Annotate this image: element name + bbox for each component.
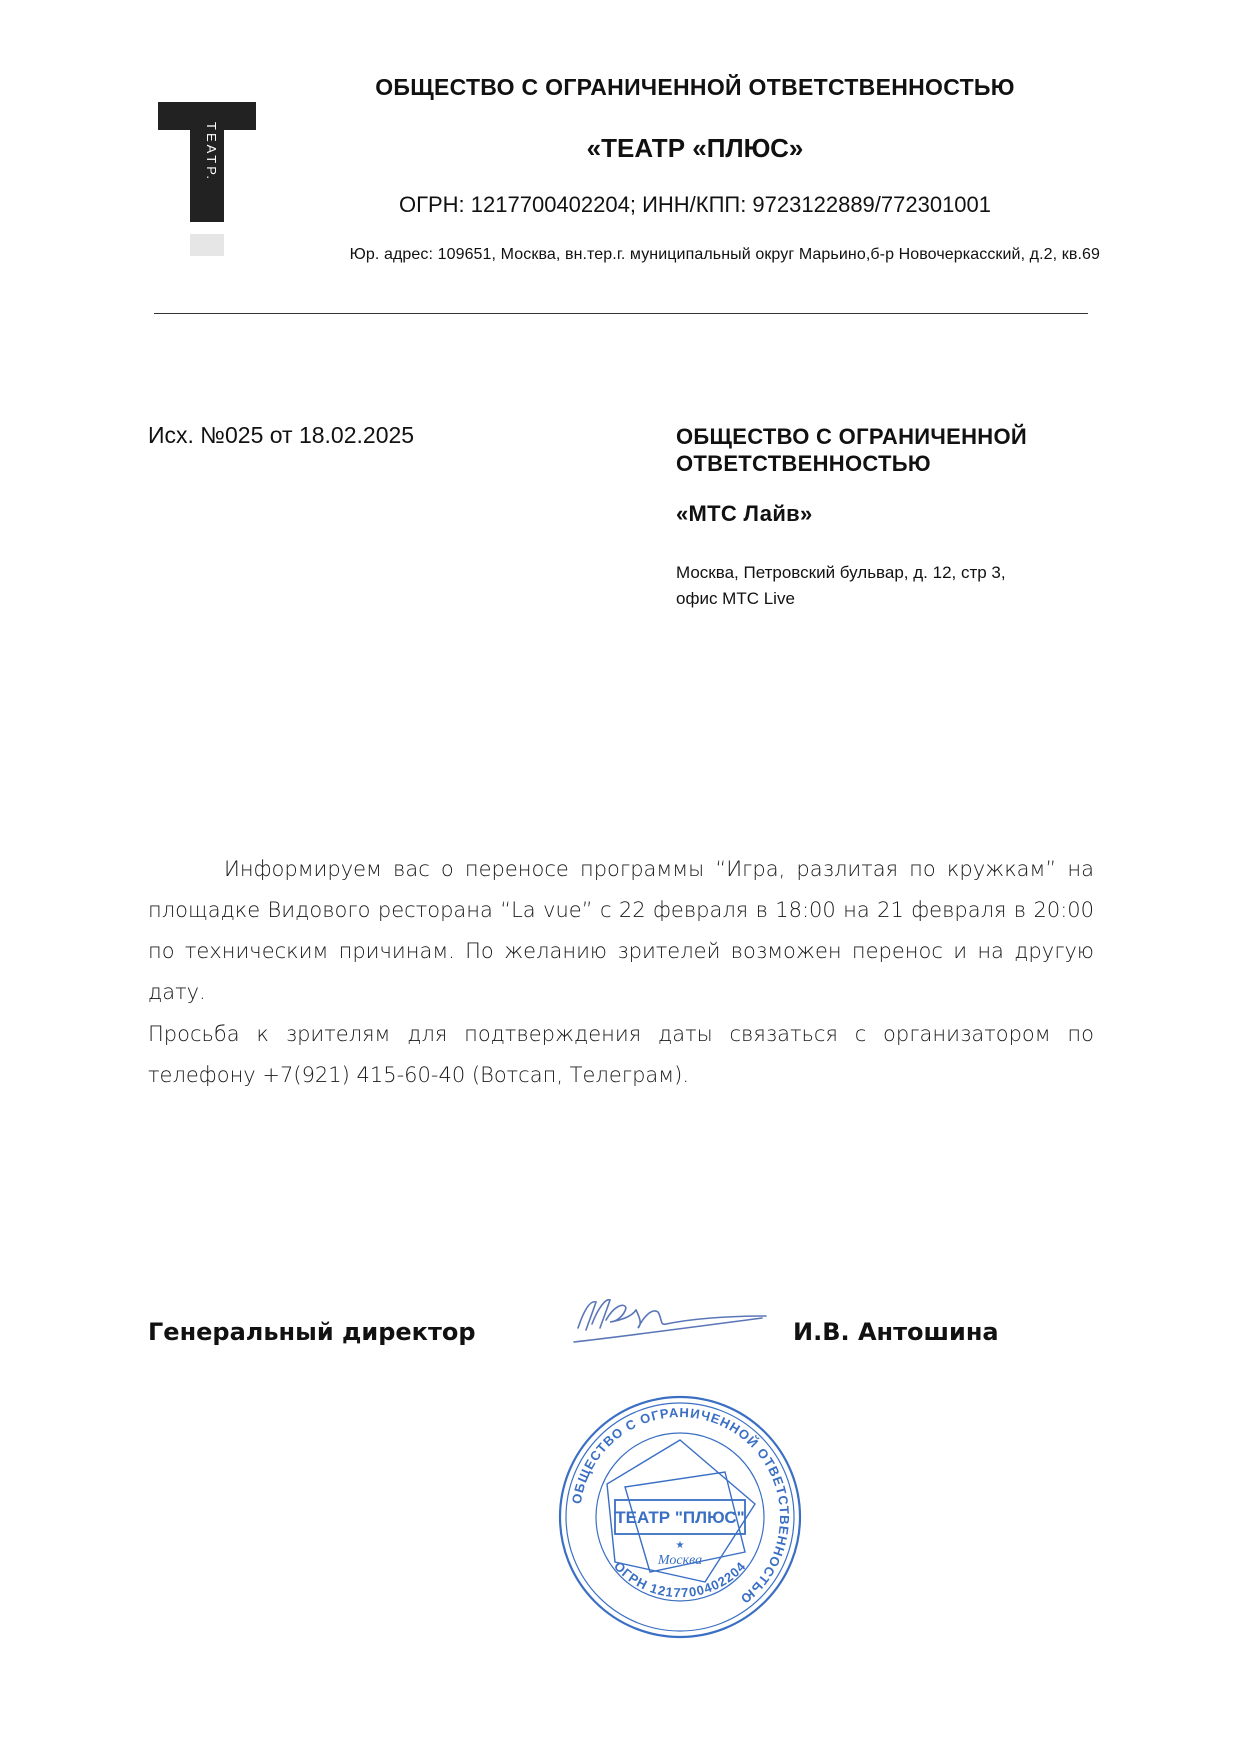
body-paragraph-1: Информируем вас о переносе программы “Игра, разлитая по кружкам” на площадке Видового ресторана “La vue” с 22 февраля в 18:00 на 21 февраля в 20:00 по техническим причинам. По желанию зрителей возможен перенос и на другую дату.	[148, 857, 1094, 1004]
svg-text:ОГРН 1217700402204: ОГРН 1217700402204	[611, 1558, 749, 1601]
svg-text:ОБЩЕСТВО С ОГРАНИЧЕННОЙ ОТВЕТС: ОБЩЕСТВО С ОГРАНИЧЕННОЙ ОТВЕТСТВЕННОСТЬЮ	[568, 1404, 793, 1608]
body-paragraph-2: Просьба к зрителям для подтверждения даты связаться с организатором по телефону +7(921) 415-60-40 (Вотсап, Телеграм).	[148, 1022, 1094, 1087]
recipient-address-line1: Москва, Петровский бульвар, д. 12, стр 3,	[676, 563, 1006, 582]
header-legal-address: Юр. адрес: 109651, Москва, вн.тер.г. муниципальный округ Марьино,б-р Новочеркасский, д.2, кв.69	[349, 246, 1100, 263]
recipient-org-name: «МТС Лайв»	[676, 501, 813, 526]
signature-name: И.В. Антошина	[793, 1318, 999, 1346]
recipient-address-line2: офис МТС Live	[676, 589, 795, 608]
svg-text:Москва: Москва	[657, 1553, 703, 1568]
header-org-type: ОБЩЕСТВО С ОГРАНИЧЕННОЙ ОТВЕТСТВЕННОСТЬЮ	[375, 74, 1015, 100]
header-registration: ОГРН: 1217700402204; ИНН/КПП: 9723122889/772301001	[398, 192, 992, 217]
svg-text:ТЕАТР.: ТЕАТР.	[204, 122, 219, 183]
signature-title: Генеральный директор	[148, 1318, 476, 1346]
company-stamp	[555, 1392, 805, 1642]
recipient-address	[676, 560, 1096, 612]
outgoing-number: Исх. №025 от 18.02.2025	[148, 422, 415, 448]
svg-text:ТЕАТР "ПЛЮС": ТЕАТР "ПЛЮС"	[615, 1508, 745, 1527]
header-org-name: «ТЕАТР «ПЛЮС»	[586, 133, 804, 163]
header-divider	[154, 313, 1088, 314]
svg-text:★: ★	[675, 1540, 685, 1551]
handwritten-signature	[566, 1280, 776, 1360]
recipient-org-type: ОБЩЕСТВО С ОГРАНИЧЕННОЙ ОТВЕТСТВЕННОСТЬЮ	[676, 424, 1028, 476]
theatre-logo	[152, 94, 262, 264]
